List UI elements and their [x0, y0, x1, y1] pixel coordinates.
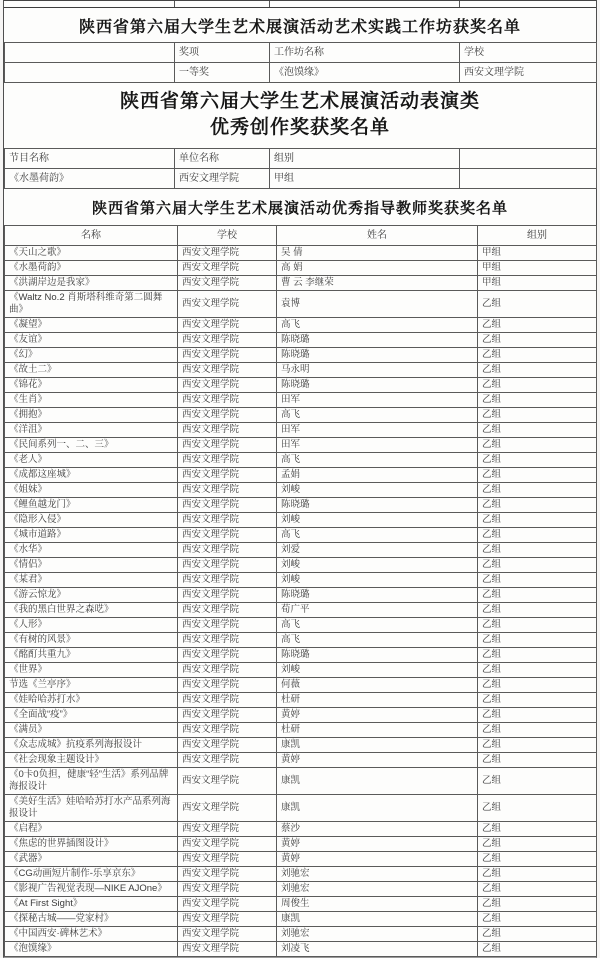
- table-cell: 《拥抱》: [5, 408, 178, 423]
- table-cell: 西安文理学院: [178, 543, 277, 558]
- table-cell: [5, 63, 175, 83]
- table-cell: 西安文理学院: [178, 393, 277, 408]
- table-cell: 《酩酊共重九》: [5, 648, 178, 663]
- column-header: 工作坊名称: [270, 43, 460, 63]
- table-cell: 《影视广告视觉表现—NIKE AJOne》: [5, 882, 178, 897]
- table-cell: 《民间系列一、二、三》: [5, 438, 178, 453]
- table-cell: 《At First Sight》: [5, 897, 178, 912]
- table-row: [5, 483, 597, 498]
- table-row: [5, 867, 597, 882]
- table-cell: 《中国西安·碑林艺术》: [5, 927, 178, 942]
- table-cell: 《美好生活》娃哈哈苏打水产品系列海报设计: [5, 795, 178, 822]
- table-cell: 西安文理学院: [178, 927, 277, 942]
- workshop-award-table: [4, 42, 597, 83]
- table-cell: 西安文理学院: [178, 453, 277, 468]
- table-cell: 西安文理学院: [178, 738, 277, 753]
- table-cell: 乙组: [478, 693, 597, 708]
- table-cell: 乙组: [478, 768, 597, 795]
- table-cell: 荀广平: [277, 603, 478, 618]
- table-cell: 《探秘古城——党家村》: [5, 912, 178, 927]
- table-cell: 西安文理学院: [178, 588, 277, 603]
- table-cell: 吴 倩: [277, 246, 478, 261]
- table-cell: 乙组: [478, 882, 597, 897]
- table-cell: 西安文理学院: [178, 693, 277, 708]
- table-cell: 乙组: [478, 897, 597, 912]
- table-cell: 孟娟: [277, 468, 478, 483]
- table-cell: 《洪湖岸边是我家》: [5, 276, 178, 291]
- table-cell: 甲组: [478, 246, 597, 261]
- table-cell: 甲组: [478, 261, 597, 276]
- table-row: [5, 498, 597, 513]
- table-cell: 西安文理学院: [178, 708, 277, 723]
- table-cell: 《CG动画短片制作-乐享京东》: [5, 867, 178, 882]
- table-cell: 高飞: [277, 408, 478, 423]
- table-cell: 乙组: [478, 603, 597, 618]
- table-cell: 西安文理学院: [178, 333, 277, 348]
- table-cell: 《生肖》: [5, 393, 178, 408]
- table-row: [5, 693, 597, 708]
- table-cell: 乙组: [478, 588, 597, 603]
- table-cell: 西安文理学院: [178, 882, 277, 897]
- table-row: [5, 468, 597, 483]
- table-cell: 《洋沮》: [5, 423, 178, 438]
- column-header: 节目名称: [5, 149, 175, 169]
- table-cell: 西安文理学院: [178, 837, 277, 852]
- table-cell: 《满员》: [5, 723, 178, 738]
- workshop-award-title: 陕西省第六届大学生艺术展演活动艺术实践工作坊获奖名单: [78, 19, 521, 36]
- table-cell: 西安文理学院: [178, 528, 277, 543]
- table-row: [5, 573, 597, 588]
- grid-line: [269, 1, 270, 7]
- table-cell: 陈晓璐: [277, 588, 478, 603]
- table-row: [5, 897, 597, 912]
- table-row: [5, 261, 597, 276]
- column-header: 组别: [478, 226, 597, 246]
- table-cell: 乙组: [478, 708, 597, 723]
- table-cell: 康凯: [277, 738, 478, 753]
- creation-table-body: [5, 169, 597, 189]
- table-cell: 乙组: [478, 423, 597, 438]
- table-row: [5, 663, 597, 678]
- table-row: [5, 246, 597, 261]
- table-cell: 袁博: [277, 291, 478, 318]
- table-cell: 刘峻: [277, 483, 478, 498]
- table-cell: 黄婷: [277, 753, 478, 768]
- table-cell: 西安文理学院: [178, 468, 277, 483]
- table-cell: 刘驰宏: [277, 927, 478, 942]
- table-cell: 陈晓璐: [277, 648, 478, 663]
- table-cell: 《社会现象主题设计》: [5, 753, 178, 768]
- grid-line: [174, 1, 175, 7]
- table-cell: 《鲤鱼越龙门》: [5, 498, 178, 513]
- teacher-award-table: [4, 225, 597, 957]
- table-cell: 《水墨荷韵》: [5, 169, 175, 189]
- table-row: [5, 633, 597, 648]
- table-cell: 西安文理学院: [178, 246, 277, 261]
- table-cell: 西安文理学院: [178, 513, 277, 528]
- table-cell: 《我的黑白世界之森呓》: [5, 603, 178, 618]
- table-cell: 杜研: [277, 693, 478, 708]
- table-cell: 乙组: [478, 837, 597, 852]
- table-cell: 刘峻: [277, 573, 478, 588]
- table-row: [5, 528, 597, 543]
- table-cell: 西安文理学院: [460, 63, 597, 83]
- table-row: [5, 318, 597, 333]
- table-cell: 乙组: [478, 753, 597, 768]
- column-header: 单位名称: [175, 149, 270, 169]
- table-cell: 西安文理学院: [178, 363, 277, 378]
- table-cell: 甲组: [478, 276, 597, 291]
- table-cell: 乙组: [478, 678, 597, 693]
- table-row: [5, 63, 597, 83]
- table-cell: 陈晓璐: [277, 498, 478, 513]
- table-cell: 乙组: [478, 795, 597, 822]
- table-cell: 乙组: [478, 573, 597, 588]
- table-cell: 乙组: [478, 723, 597, 738]
- table-cell: 西安文理学院: [178, 318, 277, 333]
- table-row: [5, 927, 597, 942]
- column-header: 奖项: [175, 43, 270, 63]
- table-cell: 《故土二》: [5, 363, 178, 378]
- creation-award-table: [4, 148, 597, 189]
- table-row: [5, 912, 597, 927]
- table-cell: 《成都这座城》: [5, 468, 178, 483]
- table-cell: 陈晓璐: [277, 348, 478, 363]
- table-row: [5, 453, 597, 468]
- table-cell: 《泡馍缘》: [5, 942, 178, 957]
- table-cell: 《姐妹》: [5, 483, 178, 498]
- table-cell: 乙组: [478, 528, 597, 543]
- table-cell: 《凝望》: [5, 318, 178, 333]
- table-cell: 曹 云 李继荣: [277, 276, 478, 291]
- table-cell: 康凯: [277, 912, 478, 927]
- table-cell: 《隐形入侵》: [5, 513, 178, 528]
- table-cell: 西安文理学院: [178, 408, 277, 423]
- table-cell: 刘峻: [277, 513, 478, 528]
- table-cell: 乙组: [478, 363, 597, 378]
- table-row: [5, 753, 597, 768]
- table-row: [5, 588, 597, 603]
- table-cell: 西安文理学院: [178, 663, 277, 678]
- table-cell: 黄婷: [277, 852, 478, 867]
- teacher-table-body: [5, 246, 597, 957]
- table-row: [5, 852, 597, 867]
- table-cell: 西安文理学院: [178, 603, 277, 618]
- table-cell: 何薇: [277, 678, 478, 693]
- table-cell: 刘峻: [277, 558, 478, 573]
- table-row: [5, 822, 597, 837]
- table-cell: 刘凌飞: [277, 942, 478, 957]
- table-cell: 西安文理学院: [178, 678, 277, 693]
- table-row: [5, 438, 597, 453]
- table-cell: 高飞: [277, 318, 478, 333]
- table-cell: 乙组: [478, 648, 597, 663]
- creation-table-header: [5, 149, 597, 169]
- table-row: [5, 837, 597, 852]
- table-cell: 《启程》: [5, 822, 178, 837]
- table-cell: 《老人》: [5, 453, 178, 468]
- table-row: [5, 882, 597, 897]
- table-cell: 乙组: [478, 468, 597, 483]
- column-header: 姓名: [277, 226, 478, 246]
- performance-award-title: [4, 83, 596, 148]
- table-cell: 《世界》: [5, 663, 178, 678]
- table-cell: 乙组: [478, 438, 597, 453]
- table-cell: 《水华》: [5, 543, 178, 558]
- table-row: [5, 378, 597, 393]
- table-cell: 西安文理学院: [178, 867, 277, 882]
- table-cell: 刘驰宏: [277, 882, 478, 897]
- table-cell: 《娃哈哈苏打水》: [5, 693, 178, 708]
- table-header-row: [5, 149, 597, 169]
- award-document-sheet: [3, 0, 597, 958]
- table-cell: 高飞: [277, 453, 478, 468]
- table-row: [5, 291, 597, 318]
- table-cell: 陈晓璐: [277, 378, 478, 393]
- column-header: 学校: [460, 43, 597, 63]
- top-partial-row: [4, 0, 596, 8]
- table-row: [5, 603, 597, 618]
- table-cell: 乙组: [478, 927, 597, 942]
- table-cell: 乙组: [478, 483, 597, 498]
- table-cell: 西安文理学院: [178, 348, 277, 363]
- table-cell: 西安文理学院: [178, 438, 277, 453]
- table-cell: 西安文理学院: [178, 483, 277, 498]
- table-cell: 乙组: [478, 453, 597, 468]
- table-cell: 乙组: [478, 348, 597, 363]
- table-cell: 田军: [277, 438, 478, 453]
- table-cell: 乙组: [478, 867, 597, 882]
- table-cell: 西安文理学院: [178, 795, 277, 822]
- table-cell: 节选《兰亭序》: [5, 678, 178, 693]
- column-header: [5, 43, 175, 63]
- table-cell: 《泡馍缘》: [270, 63, 460, 83]
- workshop-table-body: [5, 63, 597, 83]
- table-cell: 西安文理学院: [178, 378, 277, 393]
- table-cell: 黄婷: [277, 708, 478, 723]
- teacher-table-header: [5, 226, 597, 246]
- table-cell: 高 娟: [277, 261, 478, 276]
- table-cell: 乙组: [478, 822, 597, 837]
- table-cell: 乙组: [478, 663, 597, 678]
- table-row: [5, 678, 597, 693]
- table-cell: 西安文理学院: [178, 753, 277, 768]
- table-row: [5, 333, 597, 348]
- table-cell: 《天山之歌》: [5, 246, 178, 261]
- table-cell: 西安文理学院: [178, 498, 277, 513]
- table-row: [5, 423, 597, 438]
- table-cell: 周俊生: [277, 897, 478, 912]
- table-cell: 《水墨荷韵》: [5, 261, 178, 276]
- table-cell: 《城市道路》: [5, 528, 178, 543]
- table-cell: 《0卡0负担，健康“轻”生活》系列品牌海报设计: [5, 768, 178, 795]
- table-cell: 陈晓璐: [277, 333, 478, 348]
- table-cell: 马永明: [277, 363, 478, 378]
- table-cell: 西安文理学院: [178, 558, 277, 573]
- table-cell: 康凯: [277, 768, 478, 795]
- table-cell: 乙组: [478, 618, 597, 633]
- grid-line: [459, 1, 460, 7]
- table-row: [5, 558, 597, 573]
- table-cell: 乙组: [478, 333, 597, 348]
- table-cell: 《锦花》: [5, 378, 178, 393]
- table-row: [5, 768, 597, 795]
- table-cell: 田军: [277, 393, 478, 408]
- table-cell: 乙组: [478, 942, 597, 957]
- table-cell: 一等奖: [175, 63, 270, 83]
- table-header-row: [5, 43, 597, 63]
- table-cell: 乙组: [478, 543, 597, 558]
- table-cell: 刘驰宏: [277, 867, 478, 882]
- table-cell: 西安文理学院: [178, 573, 277, 588]
- table-cell: 甲组: [270, 169, 460, 189]
- table-cell: 田军: [277, 423, 478, 438]
- table-cell: 乙组: [478, 291, 597, 318]
- table-cell: 蔡沙: [277, 822, 478, 837]
- column-header: 名称: [5, 226, 178, 246]
- table-cell: 《全面战“疫”》: [5, 708, 178, 723]
- column-header: [460, 149, 597, 169]
- table-cell: 《情侣》: [5, 558, 178, 573]
- table-cell: 杜研: [277, 723, 478, 738]
- table-cell: [460, 169, 597, 189]
- table-cell: 西安文理学院: [178, 897, 277, 912]
- table-row: [5, 795, 597, 822]
- table-cell: 乙组: [478, 513, 597, 528]
- table-cell: 乙组: [478, 378, 597, 393]
- teacher-award-title: 陕西省第六届大学生艺术展演活动优秀指导教师奖获奖名单: [91, 200, 508, 217]
- table-cell: 西安文理学院: [178, 648, 277, 663]
- column-header: 组别: [270, 149, 460, 169]
- table-row: [5, 169, 597, 189]
- table-row: [5, 363, 597, 378]
- table-cell: 刘峻: [277, 663, 478, 678]
- table-cell: 《游云惊龙》: [5, 588, 178, 603]
- table-row: [5, 708, 597, 723]
- table-cell: 乙组: [478, 408, 597, 423]
- table-cell: 西安文理学院: [178, 723, 277, 738]
- table-cell: 刘爱: [277, 543, 478, 558]
- table-cell: 西安文理学院: [178, 633, 277, 648]
- table-cell: 西安文理学院: [178, 261, 277, 276]
- table-cell: 西安文理学院: [178, 276, 277, 291]
- table-cell: 西安文理学院: [178, 942, 277, 957]
- table-cell: 乙组: [478, 498, 597, 513]
- table-cell: 西安文理学院: [178, 291, 277, 318]
- table-cell: 西安文理学院: [178, 618, 277, 633]
- table-cell: 《Waltz No.2 肖斯塔科维奇第二圆舞曲》: [5, 291, 178, 318]
- table-row: [5, 648, 597, 663]
- table-cell: 《幻》: [5, 348, 178, 363]
- workshop-table-header: [5, 43, 597, 63]
- table-row: [5, 513, 597, 528]
- table-cell: 乙组: [478, 558, 597, 573]
- table-cell: 西安文理学院: [178, 768, 277, 795]
- table-cell: 《武器》: [5, 852, 178, 867]
- table-cell: 高飞: [277, 528, 478, 543]
- table-cell: 西安文理学院: [178, 423, 277, 438]
- table-row: [5, 723, 597, 738]
- table-header-row: [5, 226, 597, 246]
- table-cell: 《友谊》: [5, 333, 178, 348]
- table-cell: 乙组: [478, 852, 597, 867]
- table-cell: 《焦虑的世界插图设计》: [5, 837, 178, 852]
- table-cell: 乙组: [478, 738, 597, 753]
- table-cell: 乙组: [478, 912, 597, 927]
- table-cell: 乙组: [478, 318, 597, 333]
- table-row: [5, 543, 597, 558]
- table-cell: 高飞: [277, 618, 478, 633]
- performance-award-title-line2: 优秀创作奖获奖名单: [209, 117, 390, 138]
- table-row: [5, 738, 597, 753]
- table-row: [5, 618, 597, 633]
- table-row: [5, 276, 597, 291]
- table-cell: 西安文理学院: [178, 822, 277, 837]
- table-cell: 《某君》: [5, 573, 178, 588]
- table-cell: 西安文理学院: [178, 912, 277, 927]
- table-row: [5, 393, 597, 408]
- table-cell: 《众志成城》抗疫系列海报设计: [5, 738, 178, 753]
- table-cell: 西安文理学院: [175, 169, 270, 189]
- table-cell: 西安文理学院: [178, 852, 277, 867]
- table-cell: 乙组: [478, 633, 597, 648]
- performance-award-title-line1: 陕西省第六届大学生艺术展演活动表演类: [119, 91, 480, 112]
- table-cell: 《人形》: [5, 618, 178, 633]
- table-cell: 《有树的风景》: [5, 633, 178, 648]
- column-header: 学校: [178, 226, 277, 246]
- table-cell: 黄婷: [277, 837, 478, 852]
- table-cell: 高飞: [277, 633, 478, 648]
- table-cell: 康凯: [277, 795, 478, 822]
- table-cell: 乙组: [478, 393, 597, 408]
- table-row: [5, 942, 597, 957]
- table-row: [5, 408, 597, 423]
- table-row: [5, 348, 597, 363]
